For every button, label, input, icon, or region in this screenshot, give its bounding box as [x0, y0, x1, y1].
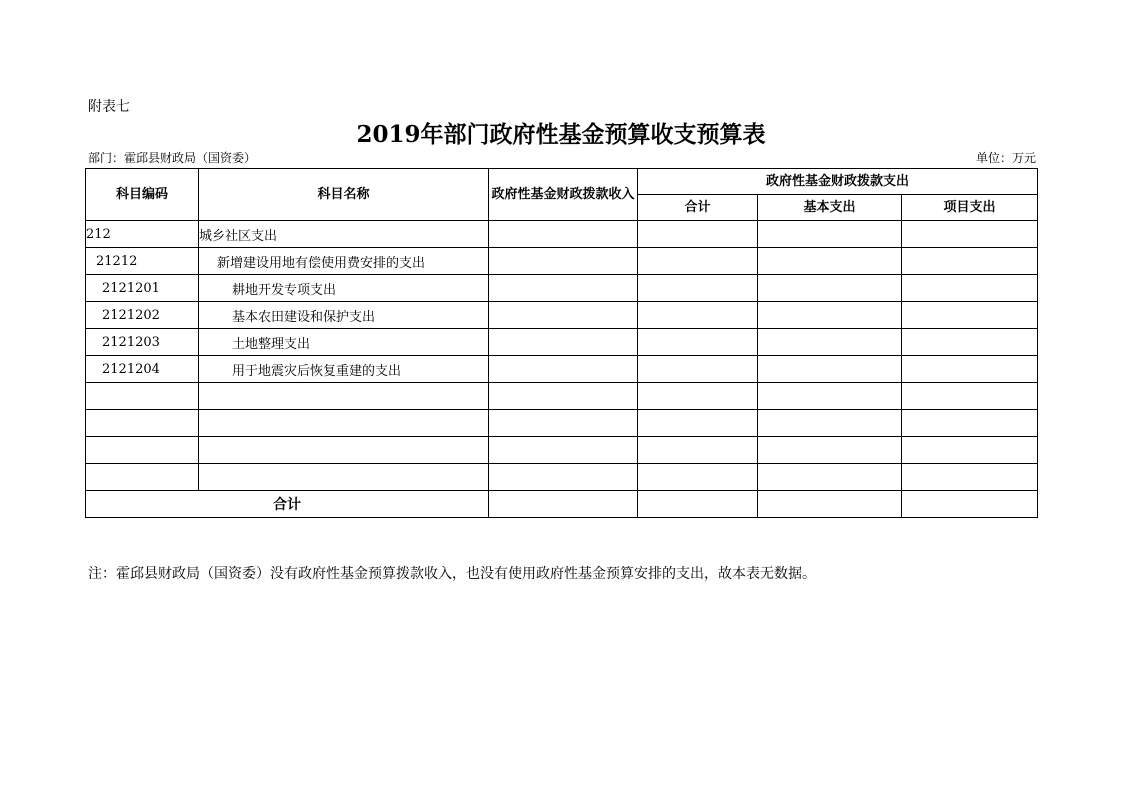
annex-label: 附表七: [88, 99, 130, 115]
header-basic: 基本支出: [758, 195, 902, 221]
header-name: 科目名称: [199, 169, 489, 221]
table-row-empty: [86, 464, 1038, 491]
department-label: 部门：霍邱县财政局（国资委）: [88, 151, 257, 165]
row-code: 21212: [86, 248, 199, 275]
total-basic-cell: [758, 491, 902, 518]
row-total-cell: [638, 275, 758, 302]
row-project-cell: [902, 248, 1038, 275]
row-name: 用于地震灾后恢复重建的支出: [199, 356, 489, 383]
row-project-cell: [902, 302, 1038, 329]
table-row: [86, 329, 1038, 356]
table-total-row: [86, 491, 1038, 518]
row-total-cell: [638, 221, 758, 248]
row-project-cell: [902, 329, 1038, 356]
footnote: 注：霍邱县财政局（国资委）没有政府性基金预算拨款收入，也没有使用政府性基金预算安排的支出，故本表无数据。: [88, 566, 816, 582]
row-name: 城乡社区支出: [199, 221, 489, 248]
row-income-cell: [489, 329, 638, 356]
total-total-cell: [638, 491, 758, 518]
row-basic-cell: [758, 221, 902, 248]
header-income: 政府性基金财政拨款收入: [489, 169, 638, 221]
row-income-cell: [489, 248, 638, 275]
row-code: 2121201: [86, 275, 199, 302]
table-row-empty: [86, 383, 1038, 410]
total-project-cell: [902, 491, 1038, 518]
total-income-cell: [489, 491, 638, 518]
row-name: 新增建设用地有偿使用费安排的支出: [199, 248, 489, 275]
table-row: [86, 275, 1038, 302]
row-code: 2121203: [86, 329, 199, 356]
page-title: 2019年部门政府性基金预算收支预算表: [356, 121, 766, 148]
row-project-cell: [902, 356, 1038, 383]
header-expense-group: 政府性基金财政拨款支出: [638, 169, 1038, 195]
row-basic-cell: [758, 329, 902, 356]
row-total-cell: [638, 248, 758, 275]
header-project: 项目支出: [902, 195, 1038, 221]
row-code: 2121202: [86, 302, 199, 329]
row-code: 212: [86, 221, 199, 248]
row-income-cell: [489, 221, 638, 248]
row-basic-cell: [758, 356, 902, 383]
total-label: 合计: [86, 491, 489, 518]
row-basic-cell: [758, 275, 902, 302]
table-row-empty: [86, 410, 1038, 437]
header-total: 合计: [638, 195, 758, 221]
budget-table: [85, 168, 1038, 518]
row-project-cell: [902, 275, 1038, 302]
table-row-empty: [86, 437, 1038, 464]
row-income-cell: [489, 275, 638, 302]
row-income-cell: [489, 302, 638, 329]
row-basic-cell: [758, 302, 902, 329]
row-total-cell: [638, 356, 758, 383]
table-row: [86, 248, 1038, 275]
table-row: [86, 221, 1038, 248]
row-name: 耕地开发专项支出: [199, 275, 489, 302]
table-row: [86, 302, 1038, 329]
row-total-cell: [638, 302, 758, 329]
unit-label: 单位：万元: [975, 151, 1036, 165]
row-total-cell: [638, 329, 758, 356]
row-basic-cell: [758, 248, 902, 275]
row-code: 2121204: [86, 356, 199, 383]
table-row: [86, 356, 1038, 383]
row-project-cell: [902, 221, 1038, 248]
row-income-cell: [489, 356, 638, 383]
row-name: 基本农田建设和保护支出: [199, 302, 489, 329]
header-code: 科目编码: [86, 169, 199, 221]
row-name: 土地整理支出: [199, 329, 489, 356]
